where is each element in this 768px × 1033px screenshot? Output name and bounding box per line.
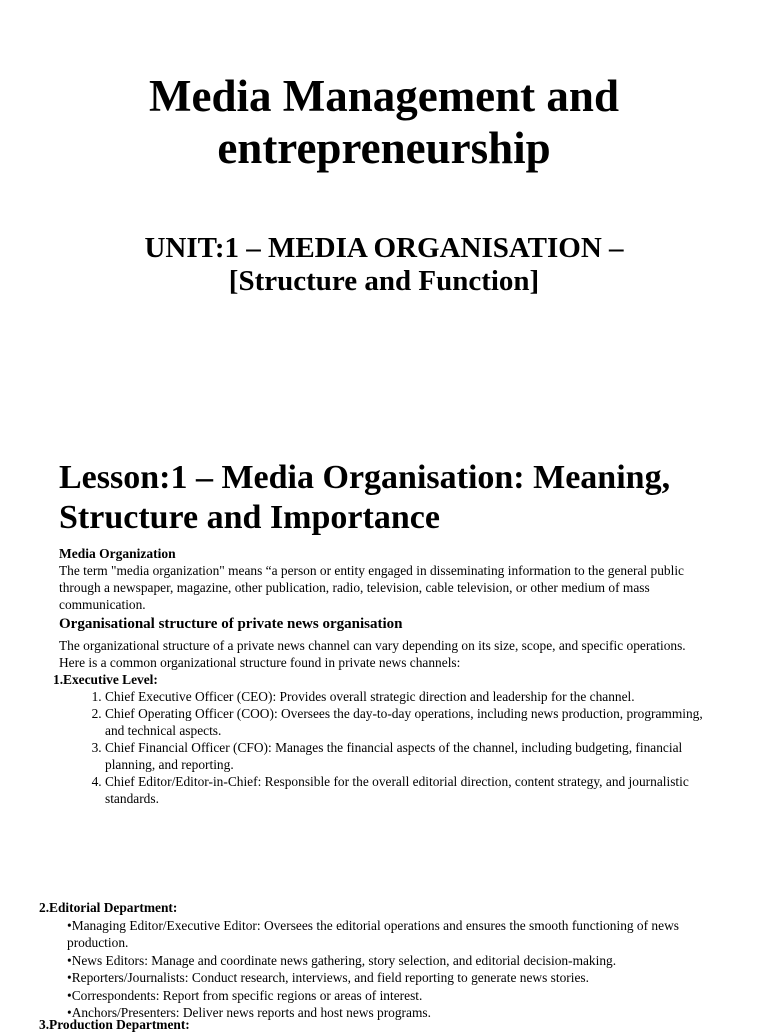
list-item: 4. Chief Editor/Editor-in-Chief: Responsible for the overall editorial direction, content strategy, and journalistic standards. [105,773,709,807]
list-item: •Anchors/Presenters: Deliver news reports and host news programs. [67,1005,431,1020]
lesson-title-line-1: Lesson:1 – Media Organisation: Meaning, [59,459,671,496]
media-organization-definition: The term "media organization" means “a person or entity engaged in disseminating information to the general public through a newspaper, magazine, other publication, radio, television, cable television, or other medium of mass communication. [59,563,684,612]
unit-title-line-2: [Structure and Function] [228,265,540,297]
list-item: •Correspondents: Report from specific regions or areas of interest. [67,987,423,1003]
list-item: 2. Chief Operating Officer (COO): Oversees the day-to-day operations, including news production, programming, and technical aspects. [105,705,709,739]
document-title-line-2: entrepreneurship [217,123,551,173]
media-organization-heading: Media Organization [59,546,176,561]
production-department-heading: 3.Production Department: [39,1017,190,1032]
structure-intro: The organizational structure of a private news channel can vary depending on its size, scope, and specific operations. Here is a common organizational structure found in private news channels: [59,638,686,670]
list-item: •Reporters/Journalists: Conduct research, interviews, and field reporting to generate news stories. [67,970,589,985]
list-item: 3. Chief Financial Officer (CFO): Manages the financial aspects of the channel, including budgeting, financial planning, and reporting. [105,739,709,773]
structure-heading: Organisational structure of private news organisation [59,616,403,632]
lesson-title [59,458,739,538]
unit-title [0,232,768,298]
editorial-department-list [39,917,739,1022]
list-item: •Managing Editor/Executive Editor: Oversees the editorial operations and ensures the smooth functioning of news production. [67,917,679,950]
executive-level-list [59,688,709,807]
list-item: •News Editors: Manage and coordinate news gathering, story selection, and editorial decision-making. [67,952,617,968]
editorial-department-heading: 2.Editorial Department: [39,900,178,915]
editorial-department-section [39,899,739,1022]
lesson-title-line-2: Structure and Importance [59,499,440,536]
document-title-line-1: Media Management and [149,71,619,121]
document-title [0,70,768,174]
unit-title-line-1: UNIT:1 – MEDIA ORGANISATION – [144,232,624,264]
executive-level-heading: 1.Executive Level: [53,672,158,687]
list-item: 1. Chief Executive Officer (CEO): Provides overall strategic direction and leadership for the channel. [105,688,709,705]
lesson-content [53,545,709,807]
